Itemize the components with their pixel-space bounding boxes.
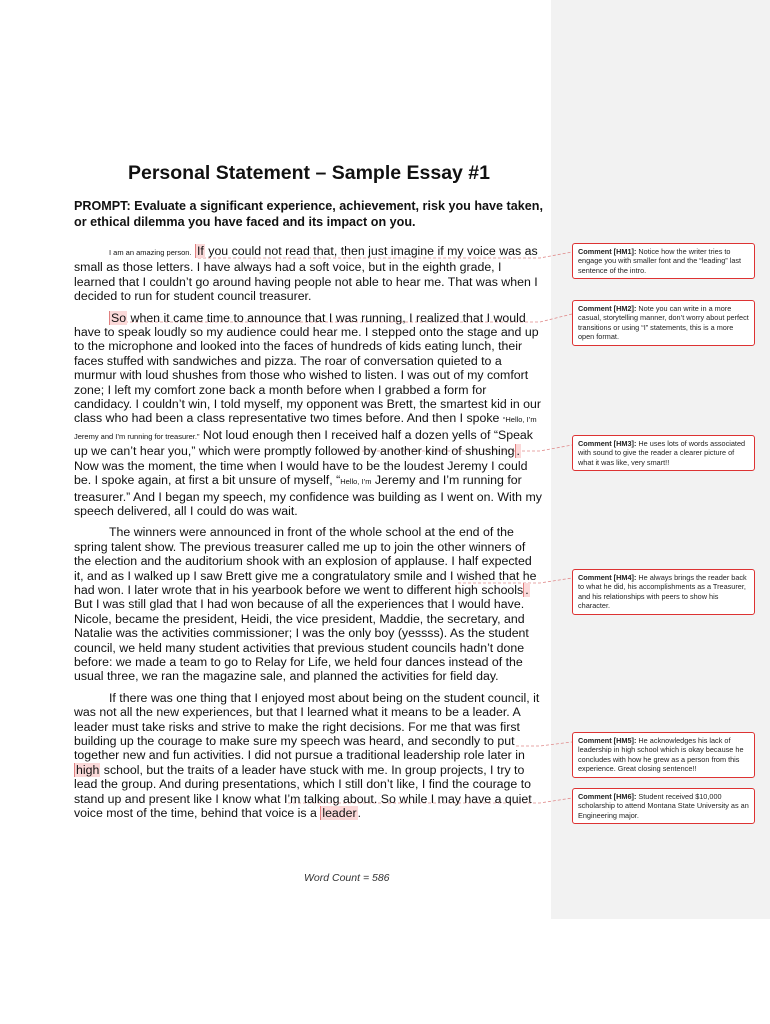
comment-text: He acknowledges his lack of leadership in high school which is okay because he concludes with how he grew as a person from this experience. Great closing sentence!! — [578, 736, 744, 774]
comment-label: Comment [HM4]: — [578, 573, 637, 582]
paragraph-4 — [74, 691, 544, 821]
comment-balloon-hm2[interactable] — [572, 300, 755, 346]
comment-balloon-hm4[interactable] — [572, 569, 755, 615]
small-text: Hello, I’m — [340, 477, 372, 487]
paragraph-text: If there was one thing that I enjoyed most about being on the student council, it was not all the new experiences, but that I learned what it means to be a leader. A leader must take risks and strive to make the right decisions. For me that was first building up the courage to make sure my speech was heard, and secondly to put together new and fun activities. I did not pursue a traditional leadership role later in — [74, 690, 540, 763]
comment-balloon-hm6[interactable] — [572, 788, 755, 824]
paragraph-text: But I was still glad that I had won because of all the experiences that I would have. Nicole, became the president, Heidi, the vice president, Maddie, the secretary, and Natalie was the activities commissioner; I was the only boy (yessss). As the student council, we held many student activities that previous student councils hadn’t done before: we made a team to go to Relay for Life, we held four dances instead of the usual three, we ran the magazine sale, and planned the activities for field day. — [74, 597, 529, 684]
comment-text: Note you can write in a more casual, storytelling manner, don’t worry about perfect transitions or using “I” statements, this is a more open format. — [578, 304, 749, 342]
comment-anchor-hm3[interactable]: . — [516, 444, 520, 459]
comment-anchor-hm1[interactable]: If — [196, 244, 204, 258]
comment-text: He always brings the reader back to what he did, his accomplishments as a Treasurer, and his relationships with peers to show his character. — [578, 573, 747, 611]
word-count: Word Count = 586 — [304, 872, 390, 884]
comment-label: Comment [HM2]: — [578, 304, 637, 313]
comment-label: Comment [HM6]: — [578, 792, 637, 801]
paragraph-3 — [74, 525, 544, 683]
paragraph-text: school, but the traits of a leader have stuck with me. In group projects, I try to lead the group. And during presentations, which I still don’t like, I find the courage to stand up and present like I know what I’m talking about. So while I may have a quiet voice most of the time, behind that voice is a — [74, 762, 532, 821]
paragraph-text: Jeremy and I’m running for treasurer.” And I began my speech, my confidence was building as I went on. With my speech delivered, all I could do was wait. — [74, 473, 542, 518]
paragraph-text: The winners were announced in front of the whole school at the end of the spring talent show. The previous treasurer called me up to join the other winners of the election and the auditorium shook with an explosion of applause. I half expected it, and as I walked up I saw Brett give me a congratulatory smile and I wished that he had won. I later wrote that in his yearbook before we went to different high schools — [74, 525, 537, 597]
essay-prompt: PROMPT: Evaluate a significant experience, achievement, risk you have taken, or ethical dilemma you have faced and its impact on you. — [74, 199, 543, 229]
comment-balloon-hm3[interactable] — [572, 435, 755, 471]
comment-text: He uses lots of words associated with sound to give the reader a clearer picture of what it was like, very smart!! — [578, 439, 746, 467]
comment-text: Notice how the writer tries to engage you with smaller font and the “leading” last sentence of the intro. — [578, 247, 742, 275]
essay-body — [74, 244, 544, 827]
paragraph-2 — [74, 311, 544, 519]
comment-balloon-hm5[interactable] — [572, 732, 755, 778]
small-text: I am an amazing person. — [109, 248, 192, 257]
comment-label: Comment [HM3]: — [578, 439, 637, 448]
paragraph-text: Now was the moment, the time when I would have to be the loudest Jeremy I could be. I spoke again, at first a bit unsure of myself, “ — [74, 458, 528, 488]
paragraph-text: . — [357, 806, 362, 821]
paragraph-text: when it came time to announce that I was running, I realized that I would have to speak loudly so my audience could hear me. I stepped onto the stage and up to the microphone and looked into the faces of hundreds of kids eating lunch, their faces stuffed with sandwiches and pizza. The roar of conversation quieted to a murmur with loud shushes from those who wished to listen. I was out of my comfort zone; I left my comfort zone back a month before when I grabbed a form for candidacy. I couldn’t win, I told myself, my opponent was Brett, the smartest kid in our class who had been a class representative two times before. And then I spoke — [74, 310, 541, 426]
paragraph-text: Not loud enough then I received half a dozen yells of “Speak up we can’t hear you,” which were promptly followed by another kind of shushing — [74, 427, 533, 459]
comment-anchor-hm4[interactable]: . — [525, 582, 529, 597]
comment-label: Comment [HM1]: — [578, 247, 637, 256]
paragraph-text: you could not read that, then just imagine if my voice was as small as those letters. I have always had a soft voice, but in the eighth grade, I learned that I couldn’t go around having people not able to hear me. That was when I decided to run for student council treasurer. — [74, 244, 538, 304]
comment-anchor-hm5[interactable]: high — [76, 762, 100, 777]
small-text: “Hello, I’m Jeremy and I’m running for treasurer.” — [74, 415, 537, 441]
comment-text: Student received $10,000 scholarship to attend Montana State University as an Engineering major. — [578, 792, 749, 820]
page-title: Personal Statement – Sample Essay #1 — [127, 162, 491, 184]
comment-balloon-hm1[interactable] — [572, 243, 755, 279]
comment-label: Comment [HM5]: — [578, 736, 637, 745]
paragraph-1 — [74, 244, 544, 304]
comment-anchor-hm6[interactable]: leader — [322, 806, 357, 821]
comment-anchor-hm2[interactable]: So — [111, 310, 127, 325]
